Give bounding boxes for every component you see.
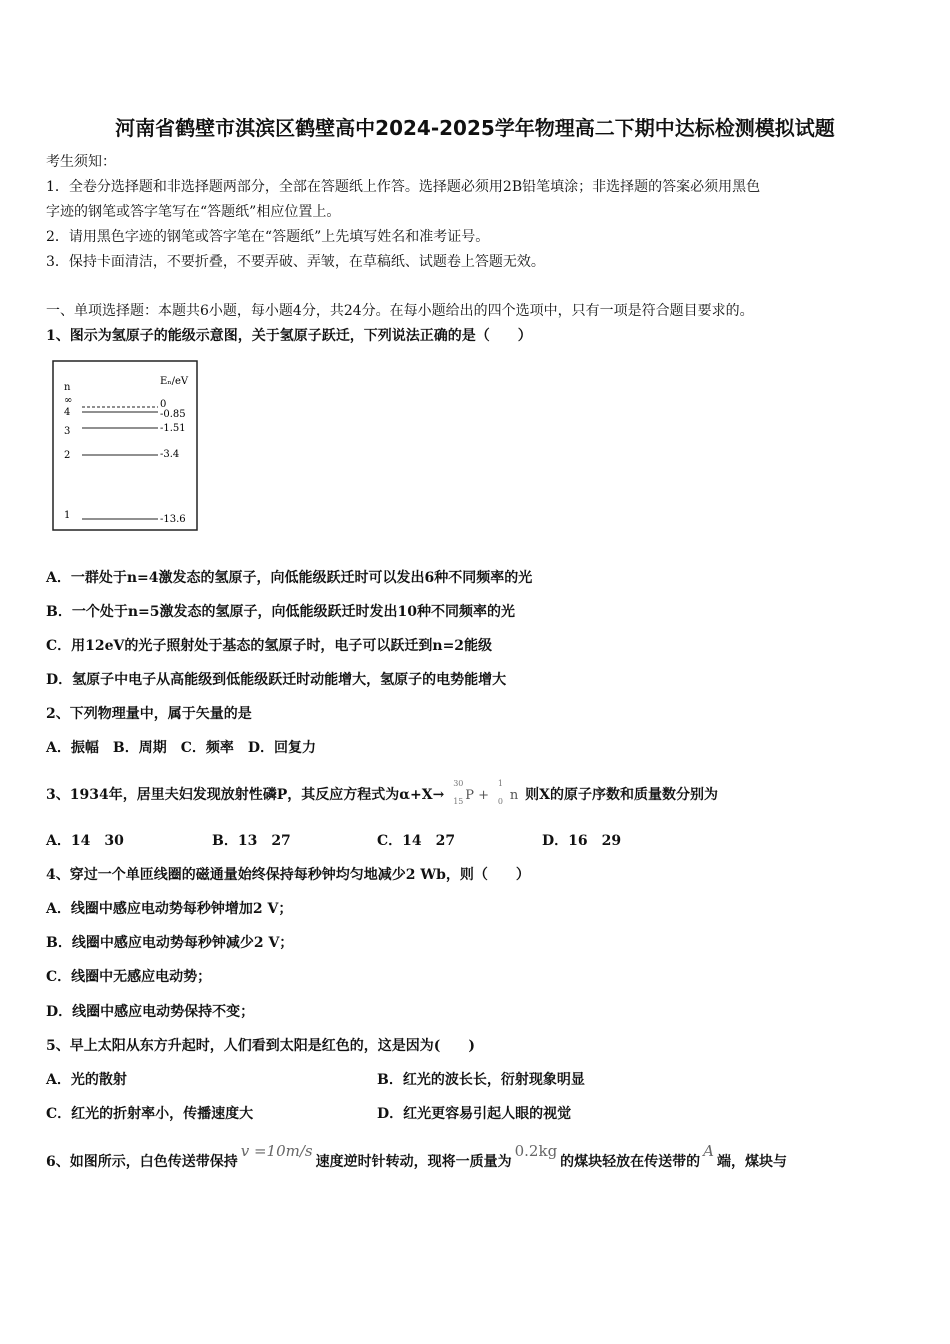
level-n-3: 3 (64, 426, 71, 437)
q5-option-a: A．光的散射 (46, 1072, 127, 1088)
level-n-4: 4 (64, 407, 71, 418)
q4-option-b: B．线圈中感应电动势每秒钟减少2 V； (46, 935, 294, 951)
notice-heading: 考生须知： (46, 154, 116, 170)
q1-option-c: C．用12eV的光子照射处于基态的氢原子时，电子可以跃迁到n=2能级 (46, 638, 493, 654)
q3-stem-part-b: 则X的原子序数和质量数分别为 (525, 787, 718, 803)
level-e-inf: 0 (160, 399, 167, 410)
question-1-stem: 1、图示为氢原子的能级示意图，关于氢原子跃迁，下列说法正确的是（ ） (46, 328, 532, 344)
notice-item-1-cont: 字迹的钢笔或答字笔写在“答题纸”相应位置上。 (46, 204, 341, 220)
energy-level-diagram (52, 360, 198, 531)
q3-option-b: B．13 27 (212, 833, 291, 849)
end-a-symbol: A (703, 1142, 715, 1160)
p-mass-number: 30 (453, 779, 464, 788)
q3-option-d: D．16 29 (542, 833, 622, 849)
q6-part-4: 端，煤块与 (717, 1154, 788, 1170)
q1-option-a: A．一群处于n=4激发态的氢原子，向低能级跃迁时可以发出6种不同频率的光 (46, 570, 533, 586)
q5-option-c: C．红光的折射率小，传播速度大 (46, 1106, 254, 1122)
q3-stem-part-a: 3、1934年，居里夫妇发现放射性磷P，其反应方程式为α+X→ (46, 787, 445, 803)
question-4-stem: 4、穿过一个单匝线圈的磁通量始终保持每秒钟均匀地减少2 Wb，则（ ） (46, 867, 530, 883)
q5-option-b: B．红光的波长长，衍射现象明显 (377, 1072, 585, 1088)
q4-option-a: A．线圈中感应电动势每秒钟增加2 V； (46, 901, 293, 917)
p-atomic-number: 15 (453, 797, 464, 806)
level-e-1: -13.6 (160, 514, 186, 525)
level-e-4: -0.85 (160, 409, 186, 420)
question-2-stem: 2、下列物理量中，属于矢量的是 (46, 706, 252, 722)
phosphorus-nuclide (453, 779, 489, 806)
q1-option-d: D．氢原子中电子从高能级到低能级跃迁时动能增大，氢原子的电势能增大 (46, 672, 507, 688)
notice-item-3: 3．保持卡面清洁，不要折叠，不要弄破、弄皱，在草稿纸、试题卷上答题无效。 (46, 254, 545, 270)
neutron-nuclide (497, 779, 519, 806)
q4-option-c: C．线圈中无感应电动势； (46, 969, 212, 985)
level-n-1: 1 (64, 510, 71, 521)
diagram-n-label: n (64, 382, 71, 393)
p-symbol: P + (465, 788, 489, 803)
q2-options: A．振幅 B．周期 C．频率 D．回复力 (46, 740, 316, 756)
q1-option-b: B．一个处于n=5激发态的氢原子，向低能级跃迁时发出10种不同频率的光 (46, 604, 515, 620)
n-mass-number: 1 (497, 779, 503, 788)
level-e-2: -3.4 (160, 449, 180, 460)
q3-option-c: C．14 27 (377, 833, 456, 849)
page-title: 河南省鹤壁市淇滨区鹤壁高中2024-2025学年物理高二下期中达标检测模拟试题 (115, 116, 835, 140)
diagram-energy-label: Eₙ/eV (160, 376, 189, 387)
q4-option-d: D．线圈中感应电动势保持不变； (46, 1004, 255, 1020)
q6-part-2: 速度逆时针转动，现将一质量为 (315, 1154, 512, 1170)
question-6-stem (46, 1142, 788, 1172)
level-e-3: -1.51 (160, 423, 186, 434)
section-heading: 一、单项选择题：本题共6小题，每小题4分，共24分。在每小题给出的四个选项中，只有一项是符合题目要求的。 (46, 303, 754, 319)
n-symbol: n (509, 788, 519, 803)
mass-formula: 0.2kg (514, 1142, 558, 1160)
question-3-stem (46, 779, 718, 806)
question-5-stem: 5、早上太阳从东方升起时，人们看到太阳是红色的，这是因为( ) (46, 1038, 475, 1054)
notice-item-1: 1．全卷分选择题和非选择题两部分，全部在答题纸上作答。选择题必须用2B铅笔填涂；非选择题的答案必须用黑色 (46, 179, 761, 195)
q3-option-a: A．14 30 (46, 833, 124, 849)
level-n-inf: ∞ (64, 395, 73, 406)
level-n-2: 2 (64, 450, 71, 461)
q6-part-3: 的煤块轻放在传送带的 (560, 1154, 701, 1170)
notice-item-2: 2．请用黑色字迹的钢笔或答字笔在“答题纸”上先填写姓名和准考证号。 (46, 229, 490, 245)
q6-part-1: 6、如图所示，白色传送带保持 (46, 1154, 238, 1170)
q5-option-d: D．红光更容易引起人眼的视觉 (377, 1106, 572, 1122)
velocity-formula: v =10m/s (240, 1142, 313, 1160)
n-atomic-number: 0 (497, 797, 503, 806)
